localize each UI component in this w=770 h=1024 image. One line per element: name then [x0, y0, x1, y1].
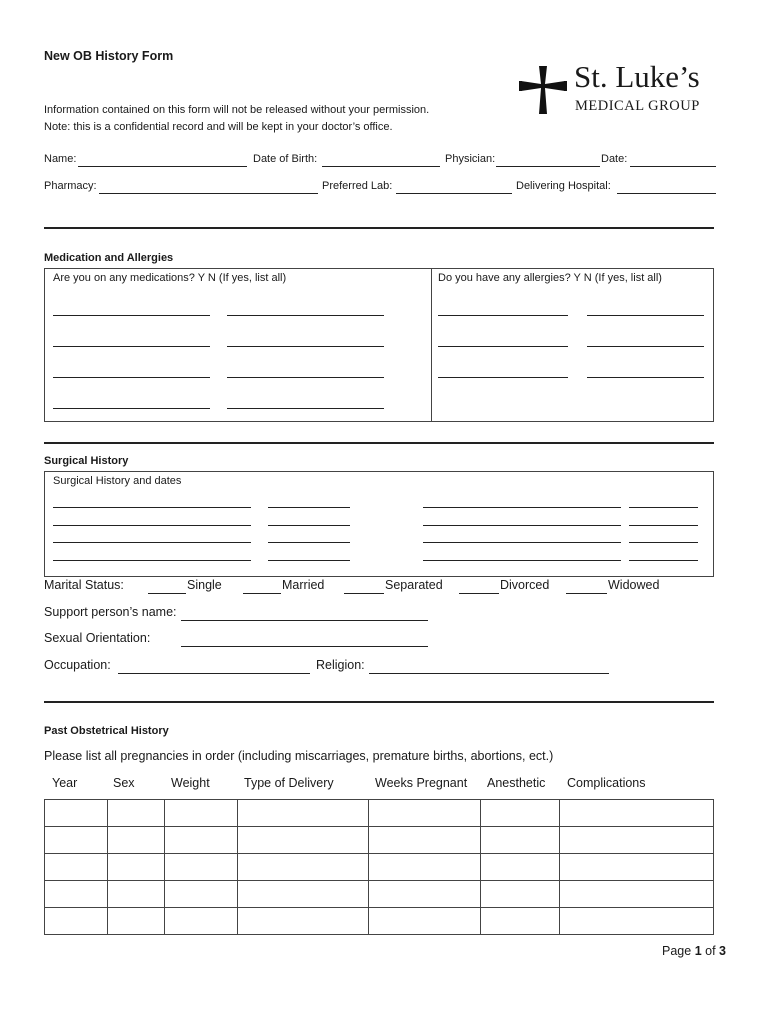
table-cell[interactable] [164, 908, 237, 935]
medication-line[interactable] [227, 408, 384, 409]
table-cell[interactable] [560, 827, 714, 854]
intro-line-1: Information contained on this form will not be released without your permission. [44, 104, 430, 116]
table-cell[interactable] [237, 854, 368, 881]
column-anesthetic: Anesthetic [487, 776, 546, 790]
lab-field[interactable] [396, 193, 512, 194]
surgery-line[interactable] [423, 525, 621, 526]
marital-option-married: Married [282, 578, 325, 592]
column-weight: Weight [171, 776, 210, 790]
surgical-heading: Surgical History [44, 455, 129, 467]
medications-divider [431, 268, 432, 422]
allergy-line[interactable] [587, 377, 704, 378]
allergy-line[interactable] [587, 346, 704, 347]
table-cell[interactable] [481, 881, 560, 908]
table-cell[interactable] [368, 854, 481, 881]
table-cell[interactable] [560, 881, 714, 908]
column-sex: Sex [113, 776, 135, 790]
medication-line[interactable] [53, 315, 210, 316]
marital-option-divorced: Divorced [500, 578, 550, 592]
orientation-label: Sexual Orientation: [44, 631, 151, 645]
medication-line[interactable] [227, 377, 384, 378]
marital-checkline-separated[interactable] [344, 593, 384, 594]
dob-field[interactable] [322, 166, 440, 167]
table-row [45, 908, 714, 935]
surgery-line[interactable] [53, 560, 251, 561]
surgery-line[interactable] [423, 507, 621, 508]
table-cell[interactable] [560, 800, 714, 827]
dob-label: Date of Birth: [253, 153, 318, 165]
logo-subtitle: MEDICAL GROUP [575, 98, 700, 114]
marital-label: Marital Status: [44, 578, 124, 592]
orientation-field[interactable] [181, 646, 428, 647]
medication-line[interactable] [227, 315, 384, 316]
table-cell[interactable] [560, 854, 714, 881]
support-field[interactable] [181, 620, 428, 621]
surgery-line[interactable] [53, 525, 251, 526]
surgery-date-line[interactable] [629, 525, 698, 526]
table-cell[interactable] [368, 827, 481, 854]
column-weeks-pregnant: Weeks Pregnant [375, 776, 468, 790]
page-indicator [662, 944, 726, 958]
marital-checkline-divorced[interactable] [459, 593, 499, 594]
surgery-date-line[interactable] [629, 560, 698, 561]
pharmacy-field[interactable] [99, 193, 318, 194]
lab-label: Preferred Lab: [322, 180, 393, 192]
table-cell[interactable] [481, 854, 560, 881]
hospital-field[interactable] [617, 193, 716, 194]
page-sep: of [705, 944, 716, 958]
surgery-date-line[interactable] [629, 507, 698, 508]
table-cell[interactable] [560, 908, 714, 935]
medications-box [44, 268, 714, 422]
section-divider [44, 442, 714, 444]
hospital-label: Delivering Hospital: [516, 180, 611, 192]
table-cell[interactable] [45, 854, 108, 881]
table-cell[interactable] [107, 908, 164, 935]
table-cell[interactable] [45, 908, 108, 935]
religion-label: Religion: [316, 658, 365, 672]
support-label: Support person’s name: [44, 605, 177, 619]
column-complications: Complications [567, 776, 646, 790]
surgery-line[interactable] [53, 507, 251, 508]
page-current: 1 [694, 944, 702, 958]
table-cell[interactable] [368, 800, 481, 827]
page-prefix: Page [662, 944, 692, 958]
table-cell[interactable] [164, 881, 237, 908]
table-cell[interactable] [481, 800, 560, 827]
table-cell[interactable] [164, 800, 237, 827]
obstetric-instructions: Please list all pregnancies in order (including miscarriages, premature births, abortions, ect.) [44, 749, 554, 763]
table-cell[interactable] [237, 881, 368, 908]
name-label: Name: [44, 153, 77, 165]
table-cell[interactable] [164, 827, 237, 854]
religion-field[interactable] [369, 673, 609, 674]
table-cell[interactable] [107, 800, 164, 827]
surgery-date-line[interactable] [268, 560, 350, 561]
occupation-label: Occupation: [44, 658, 111, 672]
table-row [45, 827, 714, 854]
medications-question: Are you on any medications? Y N (If yes, list all) [53, 272, 287, 284]
section-divider [44, 701, 714, 703]
table-cell[interactable] [45, 881, 108, 908]
marital-option-widowed: Widowed [608, 578, 660, 592]
table-cell[interactable] [107, 854, 164, 881]
surgery-date-line[interactable] [268, 542, 350, 543]
surgery-line[interactable] [53, 542, 251, 543]
physician-field[interactable] [496, 166, 600, 167]
table-cell[interactable] [45, 827, 108, 854]
surgery-line[interactable] [423, 542, 621, 543]
allergies-question: Do you have any allergies? Y N (If yes, list all) [438, 272, 662, 284]
marital-checkline-single[interactable] [148, 593, 186, 594]
medication-line[interactable] [53, 408, 210, 409]
page-total: 3 [719, 944, 726, 958]
pharmacy-label: Pharmacy: [44, 180, 97, 192]
obstetric-table [44, 799, 714, 935]
table-cell[interactable] [107, 881, 164, 908]
date-field[interactable] [630, 166, 716, 167]
allergy-line[interactable] [587, 315, 704, 316]
table-cell[interactable] [481, 908, 560, 935]
table-cell[interactable] [45, 800, 108, 827]
table-cell[interactable] [481, 827, 560, 854]
table-row [45, 881, 714, 908]
column-type-of-delivery: Type of Delivery [244, 776, 334, 790]
table-cell[interactable] [164, 854, 237, 881]
logo-name: St. Luke’s [574, 59, 700, 94]
surgery-date-line[interactable] [268, 525, 350, 526]
column-year: Year [52, 776, 78, 790]
allergy-line[interactable] [438, 315, 568, 316]
occupation-field[interactable] [118, 673, 310, 674]
medication-line[interactable] [53, 377, 210, 378]
marital-option-single: Single [187, 578, 222, 592]
table-cell[interactable] [237, 908, 368, 935]
obstetric-heading: Past Obstetrical History [44, 725, 169, 737]
surgery-date-line[interactable] [268, 507, 350, 508]
surgical-subheading: Surgical History and dates [53, 475, 182, 487]
table-cell[interactable] [368, 908, 481, 935]
table-cell[interactable] [237, 800, 368, 827]
table-row [45, 854, 714, 881]
form-title: New OB History Form [44, 49, 174, 63]
marital-checkline-married[interactable] [243, 593, 281, 594]
name-field[interactable] [78, 166, 247, 167]
table-cell[interactable] [107, 827, 164, 854]
physician-label: Physician: [445, 153, 496, 165]
table-cell[interactable] [237, 827, 368, 854]
marital-checkline-widowed[interactable] [566, 593, 607, 594]
marital-option-separated: Separated [385, 578, 443, 592]
surgery-line[interactable] [423, 560, 621, 561]
date-label: Date: [601, 153, 628, 165]
table-row [45, 800, 714, 827]
table-cell[interactable] [368, 881, 481, 908]
cross-icon [519, 64, 567, 116]
medications-heading: Medication and Allergies [44, 252, 174, 264]
medication-line[interactable] [53, 346, 210, 347]
surgery-date-line[interactable] [629, 542, 698, 543]
allergy-line[interactable] [438, 346, 568, 347]
medication-line[interactable] [227, 346, 384, 347]
section-divider [44, 227, 714, 229]
intro-line-2: Note: this is a confidential record and will be kept in your doctor’s office. [44, 121, 393, 133]
allergy-line[interactable] [438, 377, 568, 378]
